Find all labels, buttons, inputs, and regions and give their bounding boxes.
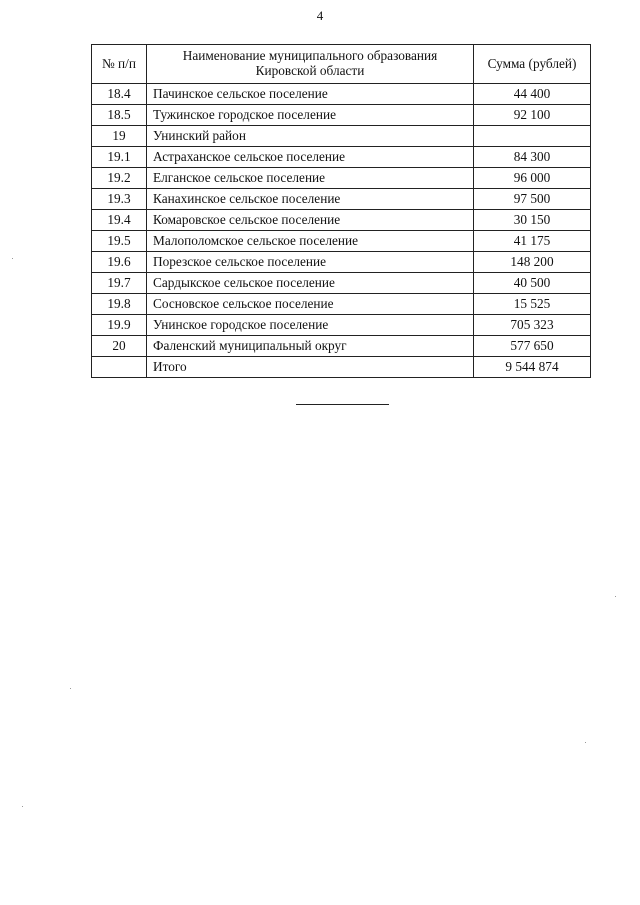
- row-number: 19: [92, 126, 147, 147]
- scan-speck: [585, 742, 586, 743]
- row-sum: 40 500: [474, 273, 591, 294]
- row-number: [92, 357, 147, 378]
- table-row: [92, 210, 591, 231]
- scan-speck: [12, 258, 13, 259]
- row-sum: 44 400: [474, 84, 591, 105]
- table-row: [92, 336, 591, 357]
- row-sum: 96 000: [474, 168, 591, 189]
- row-sum: 148 200: [474, 252, 591, 273]
- separator-line: [296, 404, 389, 405]
- row-name: Малополомское сельское поселение: [147, 231, 474, 252]
- row-number: 19.2: [92, 168, 147, 189]
- table-row: [92, 168, 591, 189]
- scan-speck: [22, 806, 23, 807]
- total-label: Итого: [147, 357, 474, 378]
- table-row: [92, 273, 591, 294]
- table-row: [92, 147, 591, 168]
- row-number: 19.9: [92, 315, 147, 336]
- column-header-name: Наименование муниципального образования Кировской области: [147, 45, 474, 84]
- total-sum: 9 544 874: [474, 357, 591, 378]
- row-name: Канахинское сельское поселение: [147, 189, 474, 210]
- row-number: 19.3: [92, 189, 147, 210]
- row-name: Астраханское сельское поселение: [147, 147, 474, 168]
- row-sum: [474, 126, 591, 147]
- row-number: 19.7: [92, 273, 147, 294]
- row-sum: 577 650: [474, 336, 591, 357]
- row-number: 19.5: [92, 231, 147, 252]
- row-number: 19.6: [92, 252, 147, 273]
- table-header-row: [92, 45, 591, 84]
- row-number: 19.8: [92, 294, 147, 315]
- table-body: [92, 84, 591, 378]
- row-name: Елганское сельское поселение: [147, 168, 474, 189]
- row-name: Тужинское городское поселение: [147, 105, 474, 126]
- column-header-sum: Сумма (рублей): [474, 45, 591, 84]
- table-row: [92, 84, 591, 105]
- row-name: Комаровское сельское поселение: [147, 210, 474, 231]
- budget-allocation-table: [91, 44, 591, 378]
- table-row: [92, 189, 591, 210]
- row-sum: 92 100: [474, 105, 591, 126]
- table-row: [92, 315, 591, 336]
- page-number: 4: [316, 8, 324, 23]
- row-name: Фаленский муниципальный округ: [147, 336, 474, 357]
- row-name: Сосновское сельское поселение: [147, 294, 474, 315]
- row-name: Унинский район: [147, 126, 474, 147]
- row-name: Сардыкское сельское поселение: [147, 273, 474, 294]
- row-sum: 97 500: [474, 189, 591, 210]
- table-row: [92, 105, 591, 126]
- row-sum: 41 175: [474, 231, 591, 252]
- row-sum: 705 323: [474, 315, 591, 336]
- table-row: [92, 126, 591, 147]
- row-number: 18.4: [92, 84, 147, 105]
- table-row: [92, 252, 591, 273]
- table-row: [92, 294, 591, 315]
- table-row: [92, 231, 591, 252]
- row-number: 19.1: [92, 147, 147, 168]
- scan-speck: [70, 688, 71, 689]
- row-sum: 84 300: [474, 147, 591, 168]
- row-sum: 15 525: [474, 294, 591, 315]
- row-name: Унинское городское поселение: [147, 315, 474, 336]
- row-number: 18.5: [92, 105, 147, 126]
- row-name: Пачинское сельское поселение: [147, 84, 474, 105]
- row-number: 19.4: [92, 210, 147, 231]
- row-sum: 30 150: [474, 210, 591, 231]
- column-header-number: № п/п: [92, 45, 147, 84]
- scan-speck: [615, 596, 616, 597]
- row-number: 20: [92, 336, 147, 357]
- table-total-row: [92, 357, 591, 378]
- row-name: Порезское сельское поселение: [147, 252, 474, 273]
